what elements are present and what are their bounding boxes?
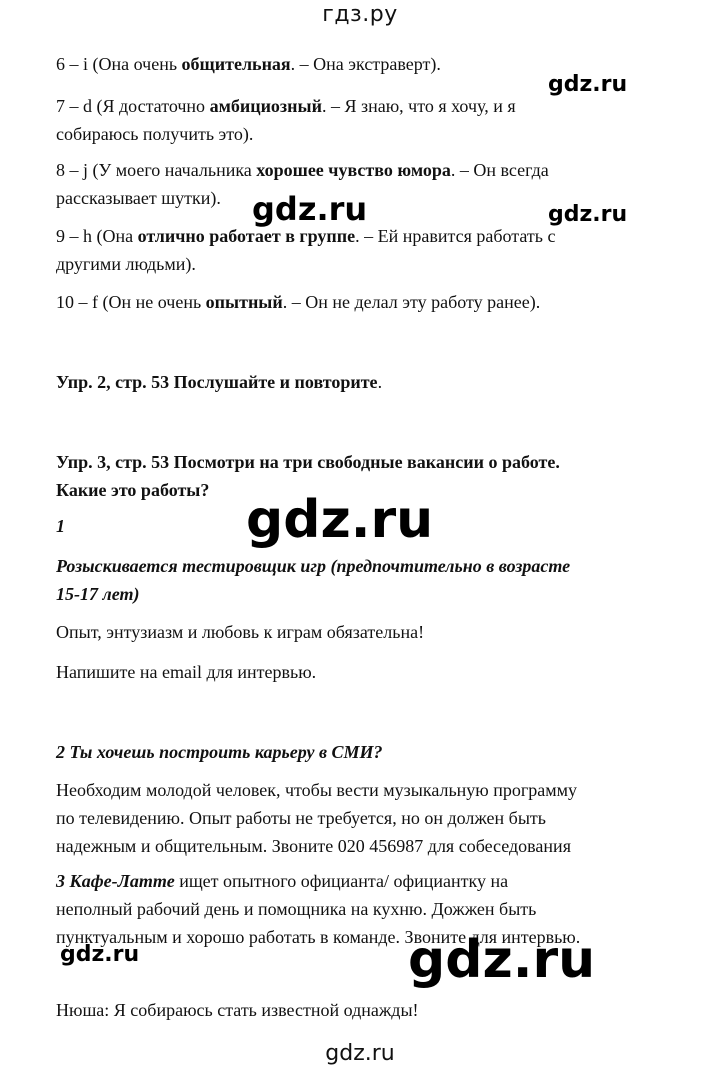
vacancy-1-number: 1 [56,516,65,536]
site-footer: gdz.ru [325,1041,395,1066]
vacancy-1-text-1: Опыт, энтузиазм и любовь к играм обязательна! [56,622,425,642]
watermark: gdz.ru [60,942,140,967]
answer-9-line2: другими людьми). [56,254,196,274]
answer-6-prefix: 6 – i (Она очень [56,54,182,74]
closing-line: Нюша: Я собираюсь стать известной однажды! [56,1000,419,1020]
exercise-2-title [56,368,382,396]
watermark: gdz.ru [252,190,368,228]
answer-7-keyword: амбициозный [209,96,322,116]
answer-7-prefix: 7 – d (Я достаточно [56,96,210,116]
exercise-3-title-line1: Упр. 3, стр. 53 Посмотри на три свободные вакансии о работе. [56,452,560,472]
answer-8-keyword: хорошее чувство юмора [256,160,451,180]
vacancy-2-body [56,776,577,860]
vacancy-2-line3: надежным и общительным. Звоните 020 456987 для собеседования [56,836,571,856]
vacancy-2-line2: по телевидению. Опыт работы не требуется, но он должен быть [56,808,547,828]
vacancy-3-line2: неполный рабочий день и помощника на кухню. Дожжен быть [56,899,537,919]
answer-9 [56,222,555,278]
watermark: gdz.ru [246,490,434,550]
answer-9-keyword: отлично работает в группе [137,226,356,246]
answer-10-suffix: . – Он не делал эту работу ранее). [282,292,541,312]
vacancy-1-heading-line1: Розыскивается тестировщик игр (предпочтительно в возрасте [56,556,571,576]
exercise-2-heading: Упр. 2, стр. 53 Послушайте и повторите [56,372,378,392]
vacancy-3-heading: 3 Кафе-Латте [56,871,175,891]
vacancy-1-heading [56,552,570,608]
answer-9-prefix: 9 – h (Она [56,226,138,246]
answer-9-suffix: . – Ей нравится работать с [355,226,556,246]
vacancy-3-line1: ищет опытного официанта/ официантку на [174,871,509,891]
answer-6-keyword: общительная [181,54,291,74]
exercise-2-period: . [377,372,383,392]
answer-7-suffix: . – Я знаю, что я хочу, и я [321,96,516,116]
answer-8-suffix: . – Он всегда [450,160,549,180]
vacancy-2-line1: Необходим молодой человек, чтобы вести музыкальную программу [56,780,578,800]
answer-10-prefix: 10 – f (Он не очень [56,292,206,312]
watermark: gdz.ru [408,930,596,990]
vacancy-3-line3: пунктуальным и хорошо работать в команде. Звоните для интервью. [56,927,581,947]
answer-8-prefix: 8 – j (У моего начальника [56,160,257,180]
vacancy-1-text-2: Напишите на email для интервью. [56,662,317,682]
site-header: гдз.ру [322,2,398,27]
vacancy-1-heading-line2: 15-17 лет) [56,584,140,604]
vacancy-2-heading: 2 Ты хочешь построить карьеру в СМИ? [56,742,383,762]
answer-6-suffix: . – Она экстраверт). [290,54,441,74]
watermark: gdz.ru [548,202,628,227]
answer-10 [56,288,540,316]
answer-6 [56,50,441,78]
exercise-3-title-line2: Какие это работы? [56,480,210,500]
answer-8-line2: рассказывает шутки). [56,188,221,208]
answer-10-keyword: опытный [205,292,283,312]
watermark: gdz.ru [548,72,628,97]
answer-7 [56,92,516,148]
answer-7-line2: собираюсь получить это). [56,124,254,144]
